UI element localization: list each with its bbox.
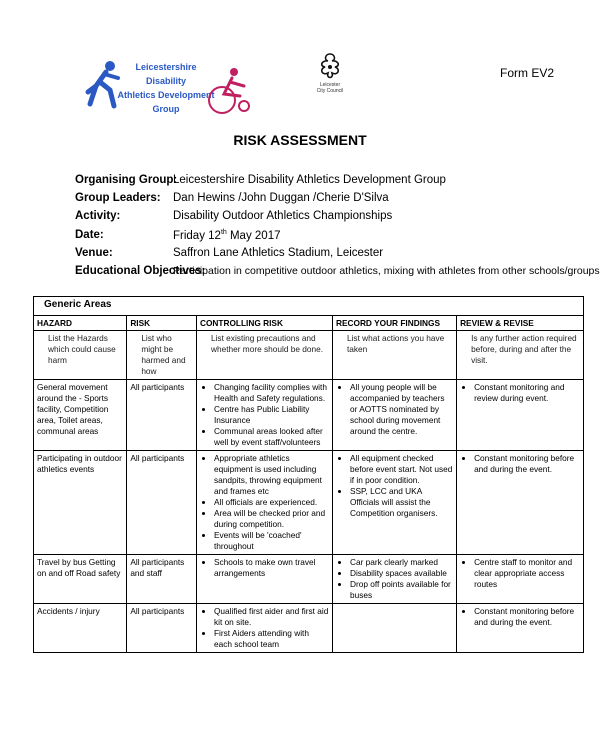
list-item: • Events will be 'coached' throughout bbox=[214, 530, 329, 552]
cell-review bbox=[457, 380, 584, 451]
cell-hazard: Travel by bus Getting on and off Road safety bbox=[34, 555, 127, 604]
list-item: • All officials are experienced. bbox=[214, 497, 329, 508]
subheader-hazard: List the Hazards which could cause harm bbox=[34, 331, 127, 380]
cell-findings bbox=[332, 604, 456, 653]
col-header-findings: RECORD YOUR FINDINGS bbox=[332, 316, 456, 331]
list-item: • Communal areas looked after well by event staff/volunteers bbox=[214, 426, 329, 448]
page-title: RISK ASSESSMENT bbox=[233, 132, 367, 148]
list-item: • Disability spaces available bbox=[350, 568, 453, 579]
cell-review bbox=[457, 451, 584, 555]
council-seal-text: Leicester City Council bbox=[316, 82, 344, 94]
table-row bbox=[34, 604, 584, 653]
subheader-risk: List who might be harmed and how bbox=[127, 331, 197, 380]
list-item: • Qualified first aider and first aid kit on site. bbox=[214, 606, 329, 628]
cell-controlling-risk bbox=[196, 380, 332, 451]
cell-findings bbox=[332, 555, 456, 604]
list-item: • Schools to make own travel arrangements bbox=[214, 557, 329, 579]
list-item: • Constant monitoring before and during the event. bbox=[474, 606, 580, 628]
subheader-findings: List what actions you have taken bbox=[332, 331, 456, 380]
list-item: • Centre staff to monitor and clear appropriate access routes bbox=[474, 557, 580, 590]
info-organising-group: Organising Group: Leicestershire Disability Athletics Development Group bbox=[75, 174, 446, 186]
table-row bbox=[34, 451, 584, 555]
list-item: • Drop off points available for buses bbox=[350, 579, 453, 601]
list-item: • All young people will be accompanied by teachers or AOTTS nominated by school during movement around the centre. bbox=[350, 382, 453, 437]
cell-risk: All participants and staff bbox=[127, 555, 197, 604]
cell-hazard: Participating in outdoor athletics events bbox=[34, 451, 127, 555]
cell-review bbox=[457, 555, 584, 604]
list-item: • Centre has Public Liability Insurance bbox=[214, 404, 329, 426]
risk-table bbox=[33, 296, 584, 653]
org-logo bbox=[84, 58, 264, 118]
col-header-hazard: HAZARD bbox=[34, 316, 127, 331]
info-activity: Activity: Disability Outdoor Athletics Championships bbox=[75, 210, 393, 223]
list-item: • All equipment checked before event start. Not used if in poor condition. bbox=[350, 453, 453, 486]
list-item: • Car park clearly marked bbox=[350, 557, 453, 568]
list-item: • Area will be checked prior and during competition. bbox=[214, 508, 329, 530]
table-row bbox=[34, 380, 584, 451]
cell-controlling-risk bbox=[196, 604, 332, 653]
subheader-controlling-risk: List existing precautions and whether more should be done. bbox=[196, 331, 332, 380]
cell-hazard: General movement around the - Sports facility, Competition area, Toilet areas, communal areas bbox=[34, 380, 127, 451]
wheelchair-athlete-icon bbox=[204, 66, 254, 116]
cell-findings bbox=[332, 451, 456, 555]
org-logo-text: Leicestershire Disability Athletics Development Group bbox=[117, 62, 215, 114]
subheader-review: Is any further action required before, during and after the visit. bbox=[457, 331, 584, 380]
table-header-row bbox=[34, 316, 584, 331]
cell-findings bbox=[332, 380, 456, 451]
list-item: • SSP, LCC and UKA Officials will assist the Competition organisers. bbox=[350, 486, 453, 519]
info-block bbox=[75, 174, 600, 283]
table-subheader-row bbox=[34, 331, 584, 380]
form-id: Form EV2 bbox=[500, 66, 555, 80]
cell-hazard: Accidents / injury bbox=[34, 604, 127, 653]
list-item: • Appropriate athletics equipment is used including sandpits, throwing equipment and frames etc bbox=[214, 453, 329, 497]
col-header-risk: RISK bbox=[127, 316, 197, 331]
cell-controlling-risk bbox=[196, 555, 332, 604]
list-item: • First Aiders attending with each school team bbox=[214, 628, 329, 650]
cell-risk: All participants bbox=[127, 604, 197, 653]
info-educational-objectives: Educational Objectives: Participation in competitive outdoor athletics, mixing with athletes from other schools/groups bbox=[75, 264, 600, 277]
cell-risk: All participants bbox=[127, 451, 197, 555]
info-venue: Venue: Saffron Lane Athletics Stadium, Leicester bbox=[75, 246, 384, 259]
council-crest-icon bbox=[315, 52, 345, 82]
list-item: • Constant monitoring and review during event. bbox=[474, 382, 580, 404]
info-group-leaders: Group Leaders: Dan Hewins /John Duggan /Cherie D'Silva bbox=[75, 192, 389, 205]
cell-risk: All participants bbox=[127, 380, 197, 451]
info-date: Date: Friday 12th May 2017 bbox=[75, 228, 281, 242]
generic-areas-heading: Generic Areas bbox=[34, 297, 584, 316]
list-item: • Constant monitoring before and during the event. bbox=[474, 453, 580, 475]
council-seal bbox=[313, 52, 353, 112]
cell-controlling-risk bbox=[196, 451, 332, 555]
list-item: • Changing facility complies with Health and Safety regulations. bbox=[214, 382, 329, 404]
cell-review bbox=[457, 604, 584, 653]
col-header-controlling-risk: CONTROLLING RISK bbox=[196, 316, 332, 331]
table-row bbox=[34, 555, 584, 604]
col-header-review: REVIEW & REVISE bbox=[457, 316, 584, 331]
